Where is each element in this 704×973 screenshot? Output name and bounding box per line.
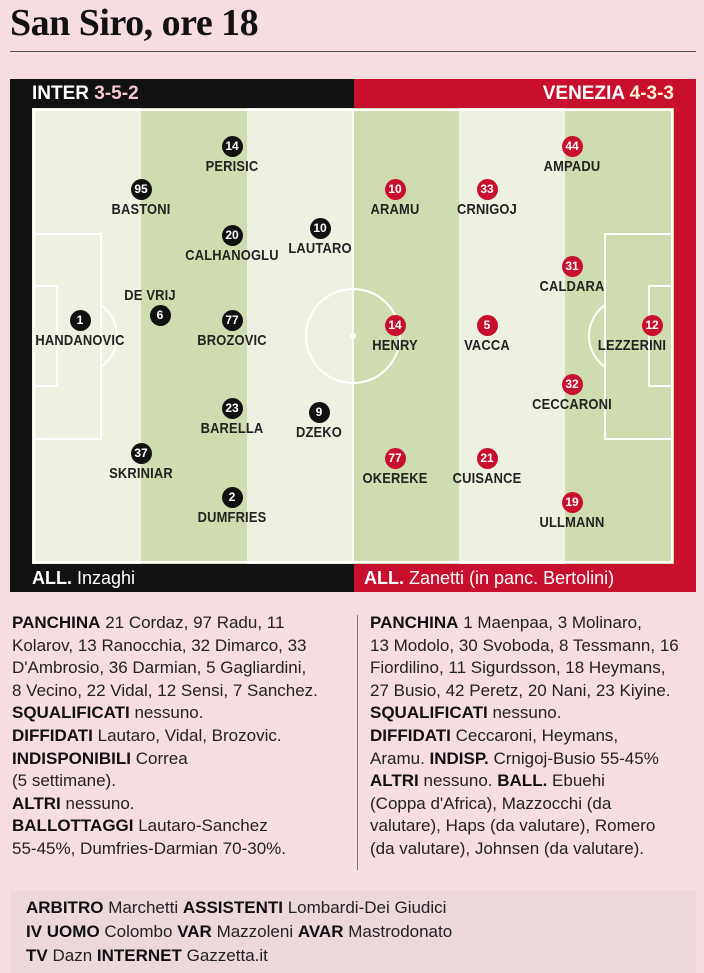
- info-line: DIFFIDATI Ceccaroni, Heymans,: [370, 725, 619, 745]
- column-divider: [357, 615, 358, 870]
- player-number: 1: [70, 310, 91, 331]
- player-name: LAUTARO: [288, 240, 352, 257]
- referee: Marchetti: [108, 898, 179, 917]
- player-name: BROZOVIC: [197, 332, 267, 349]
- away-team-name: VENEZIA: [542, 83, 625, 104]
- info-line: 8 Vecino, 22 Vidal, 12 Sensi, 7 Sanchez.: [12, 680, 318, 700]
- player-name: DE VRIJ: [124, 287, 176, 304]
- info-line: ALTRI nessuno. BALL. Ebuehi: [370, 771, 605, 791]
- player-name: CALHANOGLU: [185, 247, 279, 264]
- away-coach: Zanetti (in panc. Bertolini): [409, 568, 615, 588]
- away-player: [517, 492, 627, 532]
- info-line: PANCHINA 21 Cordaz, 97 Radu, 11: [12, 613, 285, 632]
- info-line: Kolarov, 13 Ranocchia, 32 Dimarco, 33: [12, 635, 307, 655]
- player-name: OKEREKE: [362, 470, 428, 487]
- player-name: AMPADU: [543, 158, 601, 175]
- away-system: 4-3-3: [629, 83, 674, 104]
- home-team-name: INTER: [32, 83, 89, 104]
- officials-box: [10, 891, 696, 973]
- info-line: (Coppa d'Africa), Mazzocchi (da: [370, 793, 612, 813]
- info-line: (da valutare), Johnsen (da valutare).: [370, 838, 645, 858]
- player-number: 9: [309, 402, 330, 423]
- player-name: VACCA: [464, 337, 510, 354]
- player-name: CALDARA: [539, 278, 605, 295]
- home-player: [177, 136, 287, 176]
- info-line: D'Ambrosio, 36 Darmian, 5 Gagliardini,: [12, 658, 307, 678]
- internet-source: Gazzetta.it: [186, 946, 268, 965]
- player-name: BASTONI: [111, 201, 171, 218]
- home-coach: Inzaghi: [77, 568, 136, 588]
- home-player: [264, 402, 374, 442]
- info-line: PANCHINA 1 Maenpaa, 3 Molinaro,: [370, 613, 642, 632]
- player-number: 14: [222, 136, 243, 157]
- player-number: 77: [385, 448, 406, 469]
- info-line: INDISPONIBILI Correa: [12, 748, 188, 768]
- player-number: 14: [385, 315, 406, 336]
- var-official: Mazzoleni: [216, 922, 294, 941]
- player-name: SKRINIAR: [109, 465, 173, 482]
- away-coach-bar: [354, 564, 696, 592]
- away-coach-label: ALL.: [364, 568, 404, 588]
- officials-line: ARBITRO Marchetti ASSISTENTI Lombardi-Dei Giudici: [26, 898, 447, 917]
- away-player: [432, 315, 542, 355]
- away-player: [517, 136, 627, 176]
- info-line: SQUALIFICATI nessuno.: [12, 703, 204, 723]
- away-player: [517, 374, 627, 414]
- page-title: San Siro, ore 18: [10, 2, 259, 44]
- player-number: 5: [477, 315, 498, 336]
- player-name: LEZZERINI: [597, 337, 667, 354]
- player-number: 2: [222, 487, 243, 508]
- player-name: ARAMU: [370, 201, 420, 218]
- away-player: [517, 256, 627, 296]
- player-number: 10: [385, 179, 406, 200]
- player-name: CRNIGOJ: [457, 201, 517, 218]
- player-name: CUISANCE: [452, 470, 522, 487]
- player-name: HANDANOVIC: [35, 332, 125, 349]
- away-player: [432, 179, 542, 219]
- title-rule: [10, 51, 696, 52]
- info-line: valutare), Haps (da valutare), Romero: [370, 816, 656, 836]
- home-player: [86, 443, 196, 483]
- away-player: [577, 315, 687, 355]
- player-name: HENRY: [372, 337, 418, 354]
- tv-broadcaster: Dazn: [52, 946, 93, 965]
- away-header: [354, 79, 696, 108]
- player-name: DZEKO: [295, 424, 343, 441]
- home-system: 3-5-2: [94, 83, 139, 104]
- player-name: CECCARONI: [532, 396, 612, 413]
- football-pitch: [32, 108, 674, 564]
- info-line: DIFFIDATI Lautaro, Vidal, Brozovic.: [12, 725, 282, 745]
- player-number: 77: [222, 310, 243, 331]
- info-line: 13 Modolo, 30 Svoboda, 8 Tessmann, 16: [370, 635, 679, 655]
- player-number: 23: [222, 398, 243, 419]
- player-number: 32: [562, 374, 583, 395]
- fourth-official: Colombo: [104, 922, 173, 941]
- player-number: 10: [310, 218, 331, 239]
- player-name: PERISIC: [205, 158, 259, 175]
- info-line: (5 settimane).: [12, 771, 116, 791]
- info-line: Fiordilino, 11 Sigurdsson, 18 Heymans,: [370, 658, 666, 678]
- officials-line: TV Dazn INTERNET Gazzetta.it: [26, 946, 268, 965]
- player-number: 95: [131, 179, 152, 200]
- officials-line: IV UOMO Colombo VAR Mazzoleni AVAR Mastrodonato: [26, 922, 453, 941]
- player-number: 44: [562, 136, 583, 157]
- player-number: 19: [562, 492, 583, 513]
- avar-official: Mastrodonato: [348, 922, 453, 941]
- home-coach-label: ALL.: [32, 568, 72, 588]
- player-number: 21: [477, 448, 498, 469]
- info-line: 27 Busio, 42 Peretz, 20 Nani, 23 Kiyine.: [370, 680, 671, 700]
- home-coach-bar: [10, 564, 354, 592]
- home-header: [10, 79, 354, 108]
- player-name: ULLMANN: [539, 514, 605, 531]
- home-player: [86, 179, 196, 219]
- player-number: 31: [562, 256, 583, 277]
- info-line: SQUALIFICATI nessuno.: [370, 703, 562, 723]
- info-line: 55-45%, Dumfries-Darmian 70-30%.: [12, 838, 286, 858]
- player-number: 20: [222, 225, 243, 246]
- home-player: [177, 487, 287, 527]
- info-line: BALLOTTAGGI Lautaro-Sanchez: [12, 816, 268, 836]
- player-number: 12: [642, 315, 663, 336]
- player-number: 37: [131, 443, 152, 464]
- away-info-column: [370, 612, 696, 861]
- player-number: 33: [477, 179, 498, 200]
- info-line: Aramu. INDISP. Crnigoj-Busio 55-45%: [370, 748, 659, 768]
- home-info-column: [12, 612, 352, 861]
- away-player: [432, 448, 542, 488]
- home-player: [265, 218, 375, 258]
- player-name: BARELLA: [200, 420, 264, 437]
- lineup-board: [10, 79, 696, 592]
- assistants: Lombardi-Dei Giudici: [287, 898, 447, 917]
- info-line: ALTRI nessuno.: [12, 793, 135, 813]
- home-player: [177, 310, 287, 350]
- player-name: DUMFRIES: [197, 509, 267, 526]
- player-number: 6: [150, 305, 171, 326]
